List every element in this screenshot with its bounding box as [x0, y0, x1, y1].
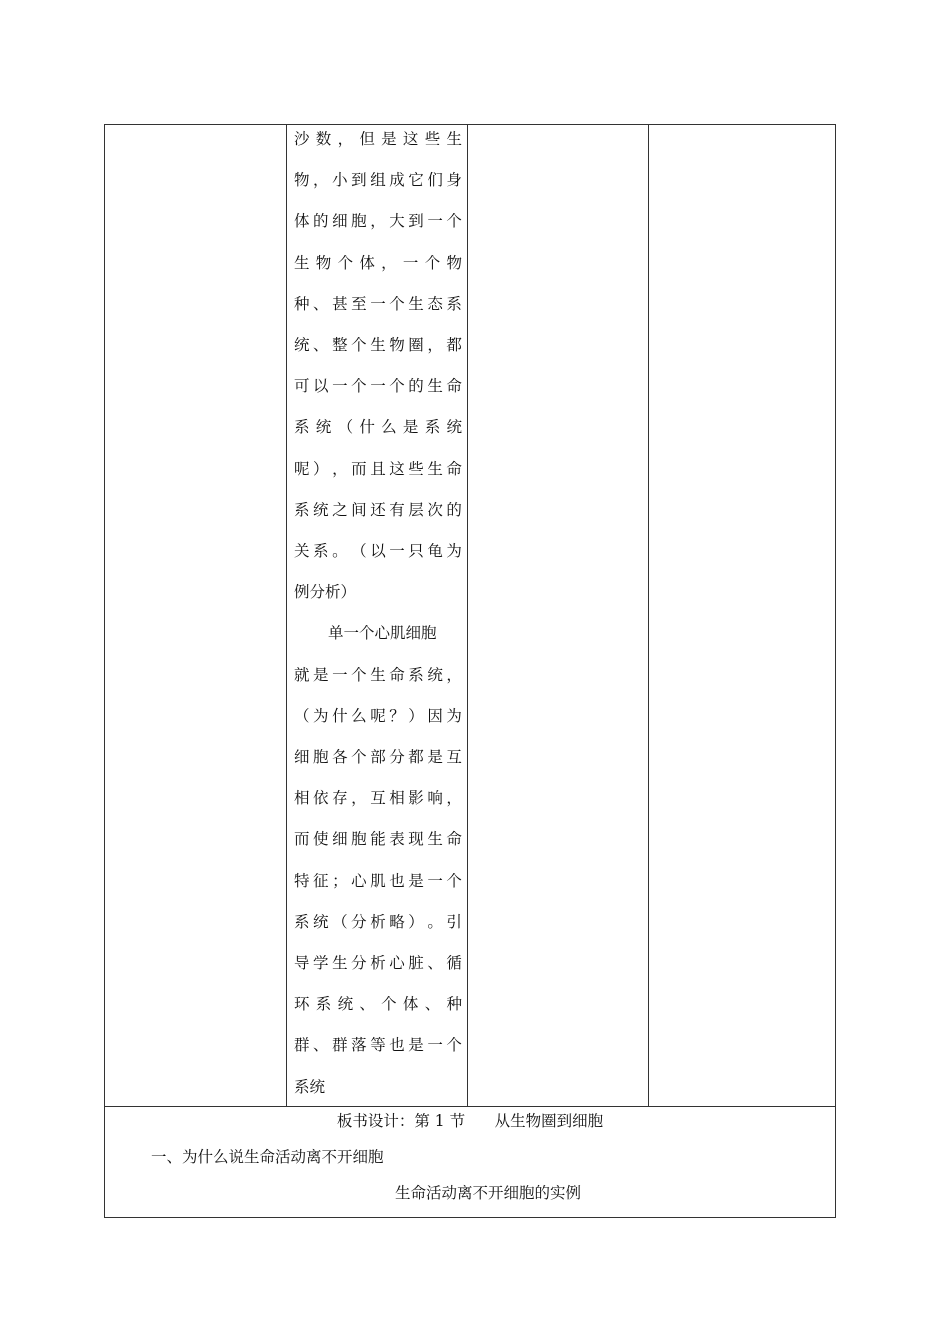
content-line: 细 胞 各 个 部 分 都 是 互: [294, 748, 462, 766]
teaching-content-cell: [286, 125, 467, 1106]
board-design-subheading: 生命活动离不开细胞的实例: [394, 1184, 581, 1202]
content-line: 系统: [294, 1077, 326, 1096]
content-line: 关 系 。 （ 以 一 只 龟 为: [294, 542, 462, 560]
content-line: 沙 数 ， 但 是 这 些 生: [294, 130, 462, 148]
content-line: 体 的 细 胞 ， 大 到 一 个: [294, 212, 462, 231]
content-line: 例分析）: [294, 583, 357, 602]
content-line: 环 系 统 、 个 体 、 种: [294, 995, 462, 1014]
board-design-cell: [105, 1107, 835, 1217]
content-line: 统 、 整 个 生 物 圈 ， 都: [294, 336, 462, 354]
column-divider: [467, 125, 468, 1106]
content-line: 导 学 生 分 析 心 脏 、 循: [294, 954, 462, 972]
table-row-teaching-process: [105, 125, 835, 1107]
content-line: 种 、 甚 至 一 个 生 态 系: [294, 294, 462, 313]
content-line: 呢 ） ， 而 且 这 些 生 命: [294, 459, 462, 478]
content-line: 而 使 细 胞 能 表 现 生 命: [294, 830, 462, 849]
board-design-heading: 一、为什么说生命活动离不开细胞: [151, 1148, 384, 1166]
content-line: 系 统 （ 分 析 略 ） 。 引: [294, 912, 462, 931]
content-line: 系 统 之 间 还 有 层 次 的: [294, 500, 462, 519]
content-line: （ 为 什 么 呢 ？ ） 因 为: [294, 706, 462, 725]
content-line: 生 物 个 体 ， 一 个 物: [294, 253, 462, 272]
content-line: 特 征 ； 心 肌 也 是 一 个: [294, 871, 462, 890]
column-divider: [648, 125, 649, 1106]
lesson-plan-table: [104, 124, 836, 1218]
content-line: 可 以 一 个 一 个 的 生 命: [294, 377, 462, 396]
content-line: 系 统 （ 什 么 是 系 统: [294, 418, 462, 437]
content-line: 群 、 群 落 等 也 是 一 个: [294, 1036, 462, 1055]
content-line: 物 ， 小 到 组 成 它 们 身: [294, 171, 462, 190]
content-line: 就 是 一 个 生 命 系 统 ，: [294, 665, 462, 684]
content-line: 相 依 存 ， 互 相 影 响 ，: [294, 789, 462, 808]
board-design-title: 板书设计：第 1 节 从生物圈到细胞: [336, 1112, 604, 1130]
content-line: 单一个心肌细胞: [328, 624, 437, 643]
